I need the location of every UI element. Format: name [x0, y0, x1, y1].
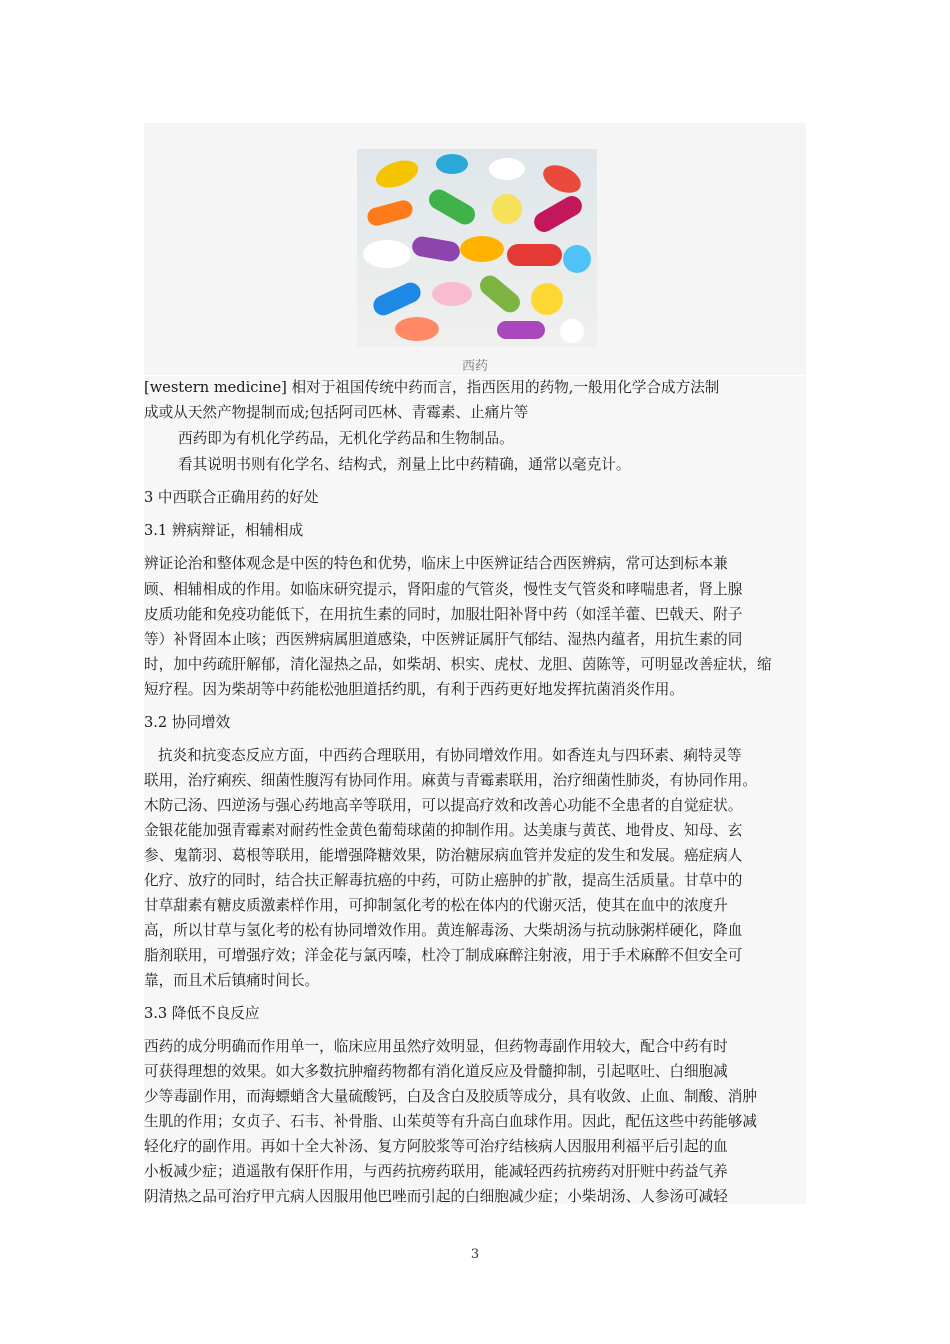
pills-photo [357, 149, 597, 347]
subsection-heading: 3.3 降低不良反应 [144, 1005, 260, 1022]
page-number: 3 [470, 1247, 480, 1262]
section-heading: 3 中西联合正确用药的好处 [144, 489, 319, 506]
definition-line: 西药即为有机化学药品，无机化学药品和生物制品。 [178, 430, 514, 447]
paragraph-line: 化疗、放疗的同时，结合扶正解毒抗癌的中药，可防止癌肿的扩散，提高生活质量。甘草中的 [144, 872, 743, 889]
definition-line: [western medicine] 相对于祖国传统中药而言，指西医用的药物,一般用化学合成方法制 [144, 379, 720, 396]
paragraph-line: 高，所以甘草与氢化考的松有协同增效作用。黄连解毒汤、大柴胡汤与抗动脉粥样硬化，降血 [144, 922, 743, 939]
paragraph-line: 金银花能加强青霉素对耐药性金黄色葡萄球菌的抑制作用。达美康与黄芪、地骨皮、知母、玄 [144, 822, 743, 839]
paragraph-line: 小板减少症；逍遥散有保肝作用，与西药抗痨药联用，能减轻西药抗痨药对肝赃中药益气养 [144, 1163, 728, 1180]
paragraph-line: 皮质功能和免疫功能低下，在用抗生素的同时，加服壮阳补肾中药（如淫羊藿、巴戟天、附子 [144, 606, 743, 623]
paragraph-line: 甘草甜素有糖皮质激素样作用，可抑制氢化考的松在体内的代谢灭活，使其在血中的浓度升 [144, 897, 728, 914]
paragraph-line: 轻化疗的副作用。再如十全大补汤、复方阿胶浆等可治疗结核病人因服用利福平后引起的血 [144, 1138, 728, 1155]
paragraph-line: 等）补肾固本止咳；西医辨病属胆道感染，中医辨证属肝气郁结、湿热内蕴者，用抗生素的同 [144, 631, 743, 648]
paragraph-line: 短疗程。因为柴胡等中药能松弛胆道括约肌，有利于西药更好地发挥抗菌消炎作用。 [144, 681, 684, 698]
paragraph-line: 靠，而且术后镇痛时间长。 [144, 972, 320, 989]
paragraph-line: 生肌的作用；女贞子、石韦、补骨脂、山茱萸等有升高白血球作用。因此，配伍这些中药能够减 [144, 1113, 757, 1130]
figure-caption: 西药 [461, 359, 488, 374]
subsection-heading: 3.1 辨病辩证，相辅相成 [144, 522, 304, 539]
paragraph-line: 西药的成分明确而作用单一，临床应用虽然疗效明显，但药物毒副作用较大，配合中药有时 [144, 1038, 728, 1055]
paragraph-line: 辨证论治和整体观念是中医的特色和优势，临床上中医辨证结合西医辨病，常可达到标本兼 [144, 555, 728, 572]
paragraph-line: 脂剂联用，可增强疗效；洋金花与氯丙嗪，杜冷丁制成麻醉注射液，用于手术麻醉不但安全可 [144, 947, 743, 964]
paragraph-line: 木防己汤、四逆汤与强心药地高辛等联用，可以提高疗效和改善心功能不全患者的自觉症状。 [144, 797, 743, 814]
paragraph-line: 阴清热之品可治疗甲亢病人因服用他巴唑而引起的白细胞减少症；小柴胡汤、人参汤可减轻 [144, 1188, 728, 1205]
paragraph-line: 抗炎和抗变态反应方面，中西药合理联用，有协同增效作用。如香连丸与四环素、痢特灵等 [158, 747, 742, 764]
paragraph-line: 少等毒副作用，而海螵蛸含大量硫酸钙，白及含白及胶质等成分，具有收敛、止血、制酸、消肿 [144, 1088, 757, 1105]
paragraph-line: 可获得理想的效果。如大多数抗肿瘤药物都有消化道反应及骨髓抑制，引起呕吐、白细胞减 [144, 1063, 728, 1080]
paragraph-line: 顾、相辅相成的作用。如临床研究提示，肾阳虚的气管炎，慢性支气管炎和哮喘患者，肾上腺 [144, 581, 743, 598]
definition-line: 看其说明书则有化学名、结构式，剂量上比中药精确，通常以毫克计。 [178, 456, 631, 473]
paragraph-line: 时，加中药疏肝解郁，清化湿热之品，如柴胡、枳实、虎杖、龙胆、茵陈等，可明显改善症状，缩 [144, 656, 772, 673]
paragraph-line: 参、鬼箭羽、葛根等联用，能增强降糖效果，防治糖尿病血管并发症的发生和发展。癌症病人 [144, 847, 743, 864]
paragraph-line: 联用，治疗痢疾、细菌性腹泻有协同作用。麻黄与青霉素联用，治疗细菌性肺炎，有协同作用。 [144, 772, 757, 789]
definition-line: 成或从天然产物提制而成;包括阿司匹林、青霉素、止痛片等 [144, 404, 529, 421]
subsection-heading: 3.2 协同增效 [144, 714, 231, 731]
